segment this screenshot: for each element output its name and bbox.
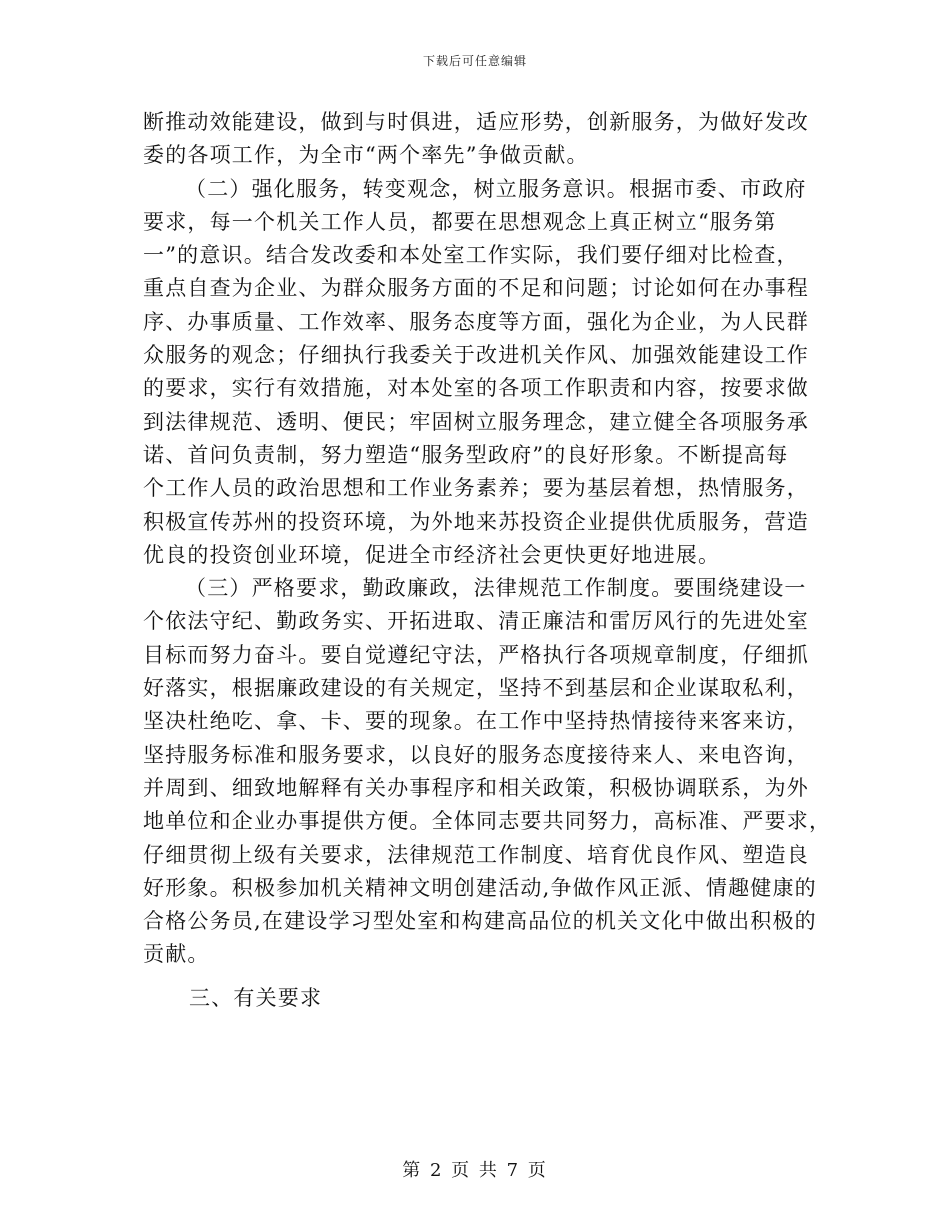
body-line: 众服务的观念；仔细执行我委关于改进机关作风、加强效能建设工作	[143, 343, 809, 368]
body-line: 序、办事质量、工作效率、服务态度等方面，强化为企业，为人民群	[143, 309, 809, 334]
body-line: 贡献。	[143, 942, 210, 967]
body-line: 坚决杜绝吃、拿、卡、要的现象。在工作中坚持热情接待来客来访，	[143, 709, 809, 734]
body-line: 要求，每一个机关工作人员，都要在思想观念上真正树立“服务第	[143, 209, 777, 234]
body-line: 积极宣传苏州的投资环境，为外地来苏投资企业提供优质服务，营造	[143, 509, 809, 534]
document-body	[143, 106, 832, 1015]
paragraph-start: （二）强化服务，转变观念，树立服务意识。根据市委、市政府	[185, 176, 807, 201]
body-line: 的要求，实行有效措施，对本处室的各项工作职责和内容，按要求做	[143, 376, 809, 401]
page-header: 下载后可任意编辑	[422, 54, 527, 68]
body-line: 地单位和企业办事提供方便。全体同志要共同努力，高标准、严要求，	[143, 809, 832, 834]
body-line: 个工作人员的政治思想和工作业务素养；要为基层着想，热情服务，	[143, 476, 809, 501]
page-number-footer: 第 2 页 共 7 页	[402, 1160, 548, 1181]
body-line: 一”的意识。结合发改委和本处室工作实际，我们要仔细对比检查，	[143, 243, 799, 268]
body-line: 个依法守纪、勤政务实、开拓进取、清正廉洁和雷厉风行的先进处室	[143, 609, 809, 634]
body-line: 目标而努力奋斗。要自觉遵纪守法，严格执行各项规章制度，仔细抓	[143, 642, 809, 667]
body-line: 好形象。积极参加机关精神文明创建活动,争做作风正派、情趣健康的	[143, 875, 817, 900]
body-line: 坚持服务标准和服务要求，以良好的服务态度接待来人、来电咨询，	[143, 742, 809, 767]
body-line: 到法律规范、透明、便民；牢固树立服务理念，建立健全各项服务承	[143, 409, 809, 434]
body-line: 优良的投资创业环境，促进全市经济社会更快更好地进展。	[143, 542, 721, 567]
section-heading: 三、有关要求	[189, 985, 323, 1010]
body-line: 仔细贯彻上级有关要求，法律规范工作制度、培育优良作风、塑造良	[143, 842, 809, 867]
body-line: 好落实，根据廉政建设的有关规定，坚持不到基层和企业谋取私利，	[143, 676, 809, 701]
body-line: 并周到、细致地解释有关办事程序和相关政策，积极协调联系，为外	[143, 775, 809, 800]
paragraph-start: （三）严格要求，勤政廉政，法律规范工作制度。要围绕建设一	[185, 576, 807, 601]
body-line: 合格公务员,在建设学习型处室和构建高品位的机关文化中做出积极的	[143, 909, 817, 934]
body-line: 委的各项工作，为全市“两个率先”争做贡献。	[143, 143, 589, 168]
body-line: 重点自查为企业、为群众服务方面的不足和问题；讨论如何在办事程	[143, 276, 809, 301]
body-line: 断推动效能建设，做到与时俱进，适应形势，创新服务，为做好发改	[143, 110, 809, 134]
body-line: 诺、首问负责制，努力塑造“服务型政府”的良好形象。不断提高每	[143, 442, 789, 467]
